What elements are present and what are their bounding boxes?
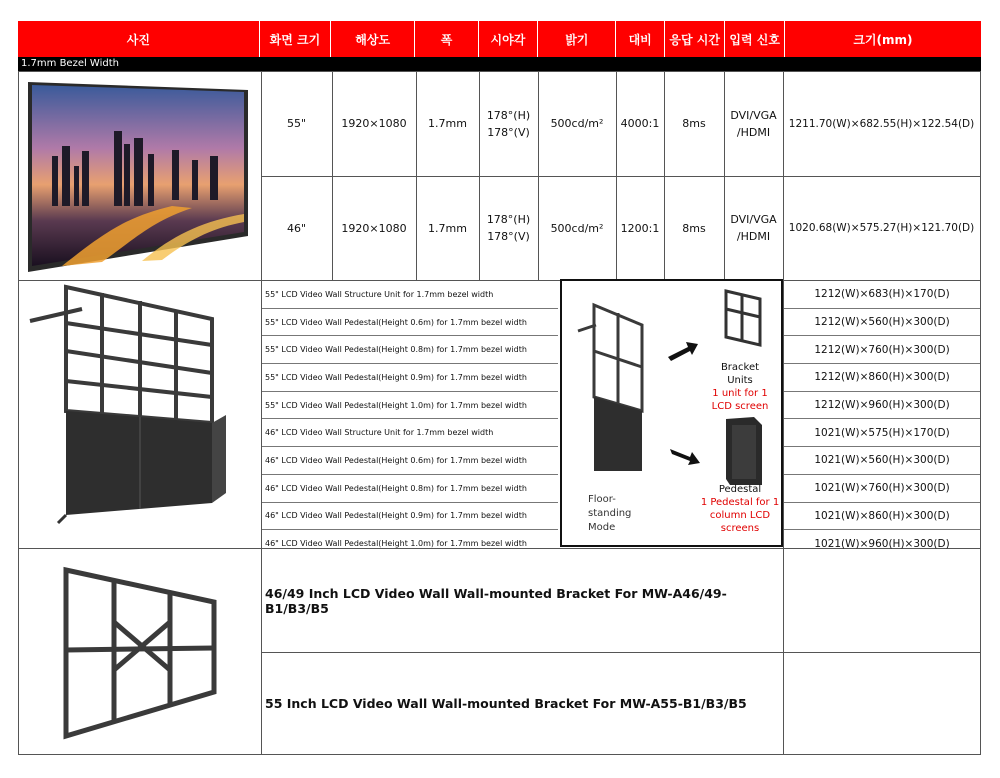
grid-line [18,754,981,755]
pedestal-label [690,483,790,535]
header-dimensions: 크기(mm) [785,21,981,57]
table-header [18,21,981,57]
pedestal-note: 1 Pedestal for 1 [700,497,780,508]
diagram-stand-figure [576,301,646,476]
viewing-angle-v: 178°(V) [487,126,530,139]
bracket-units-label [690,361,790,413]
bracket-title: Units [727,375,753,386]
mode-label-line: Floor- [588,494,616,505]
input-signal-b: /HDMI [736,126,771,139]
list-item: 1212(W)×760(H)×300(D) [784,336,980,364]
assembly-diagram [560,279,783,547]
wall-bracket-image [40,560,240,745]
bracket-unit-figure [722,289,764,347]
list-item: 1021(W)×860(H)×300(D) [784,503,980,531]
input-signal-a: DVI/VGA [730,109,777,122]
pedestal-figure [722,415,764,487]
grid-line [980,71,981,755]
resolution: 1920×1080 [341,221,407,235]
list-item: 55" LCD Video Wall Pedestal(Height 0.8m) for 1.7mm bezel width [262,336,558,364]
screen-size: 55" [286,117,307,130]
arrow-right-icon [668,445,702,471]
dimensions-46: 1020.68(W)×575.27(H)×121.70(D) [788,222,975,234]
pedestal-note: screens [720,523,760,534]
accessory-list [262,281,558,548]
input-signal-b: /HDMI [736,230,771,243]
floor-standing-frame-image [22,283,258,545]
brightness: 500cd/m² [550,117,604,130]
list-item: 1212(W)×860(H)×300(D) [784,364,980,392]
bracket-note: 1 unit for 1 [712,388,768,399]
list-item: 1212(W)×960(H)×300(D) [784,392,980,420]
contrast: 4000:1 [620,117,660,130]
viewing-angle [479,107,538,141]
bracket-row-55: 55 Inch LCD Video Wall Wall-mounted Bracket For MW-A55-B1/B3/B5 [265,696,747,711]
input-signal [724,211,783,245]
brightness: 500cd/m² [550,221,604,235]
grid-line [18,71,19,755]
list-item: 55" LCD Video Wall Pedestal(Height 1.0m) for 1.7mm bezel width [262,392,558,420]
list-item: 1212(W)×560(H)×300(D) [784,309,980,337]
response-time: 8ms [682,117,706,130]
list-item: 46" LCD Video Wall Pedestal(Height 0.6m) for 1.7mm bezel width [262,447,558,475]
viewing-angle-h: 178°(H) [486,213,531,226]
mode-label-line: standing [588,508,632,519]
header-photo: 사진 [18,21,260,57]
contrast: 1200:1 [620,221,660,235]
pedestal-title: Pedestal [718,484,762,495]
header-brightness: 밝기 [538,21,616,57]
screen-size: 46" [286,221,307,235]
list-item: 1212(W)×683(H)×170(D) [784,281,980,309]
mode-label-line: Mode [588,522,616,533]
list-item: 1021(W)×760(H)×300(D) [784,475,980,503]
floor-standing-mode-label [588,493,631,535]
list-item: 55" LCD Video Wall Structure Unit for 1.7mm bezel width [262,281,558,309]
section-label: 1.7mm Bezel Width [18,57,981,71]
header-viewing-angle: 시야각 [479,21,538,57]
list-item: 1021(W)×960(H)×300(D) [814,537,950,550]
list-item: 46" LCD Video Wall Pedestal(Height 0.8m) for 1.7mm bezel width [262,475,558,503]
list-item: 55" LCD Video Wall Pedestal(Height 0.9m) for 1.7mm bezel width [262,364,558,392]
viewing-angle-h: 178°(H) [486,109,531,122]
header-input-signal: 입력 신호 [725,21,784,57]
bracket-note: LCD screen [711,401,769,412]
list-item: 1021(W)×560(H)×300(D) [784,447,980,475]
model-row-46 [261,176,783,280]
list-item: 46" LCD Video Wall Structure Unit for 1.7mm bezel width [262,419,558,447]
header-contrast: 대비 [616,21,665,57]
resolution: 1920×1080 [341,117,407,130]
viewing-angle [479,211,538,245]
model-row-55 [261,71,783,176]
list-item: 46" LCD Video Wall Pedestal(Height 0.9m) for 1.7mm bezel width [262,503,558,531]
accessory-dimensions [784,281,980,548]
list-item: 46" LCD Video Wall Pedestal(Height 1.0m) for 1.7mm bezel width [265,539,527,549]
input-signal [724,107,783,141]
input-signal-a: DVI/VGA [730,213,777,226]
header-response-time: 응답 시간 [665,21,725,57]
header-resolution: 해상도 [331,21,415,57]
list-item: 1021(W)×575(H)×170(D) [784,419,980,447]
pedestal-note: column LCD [709,510,771,521]
bracket-title: Bracket [720,362,760,373]
bezel-width: 1.7mm [428,221,467,235]
header-bezel: 폭 [415,21,478,57]
header-screen-size: 화면 크기 [260,21,331,57]
response-time: 8ms [682,221,706,235]
list-item: 55" LCD Video Wall Pedestal(Height 0.6m) for 1.7mm bezel width [262,309,558,337]
bracket-row-46-49: 46/49 Inch LCD Video Wall Wall-mounted Bracket For MW-A46/49-B1/B3/B5 [265,585,727,616]
bezel-width: 1.7mm [428,117,467,130]
lcd-panel-photo [22,76,257,276]
viewing-angle-v: 178°(V) [487,230,530,243]
dimensions-55: 1211.70(W)×682.55(H)×122.54(D) [788,117,975,130]
